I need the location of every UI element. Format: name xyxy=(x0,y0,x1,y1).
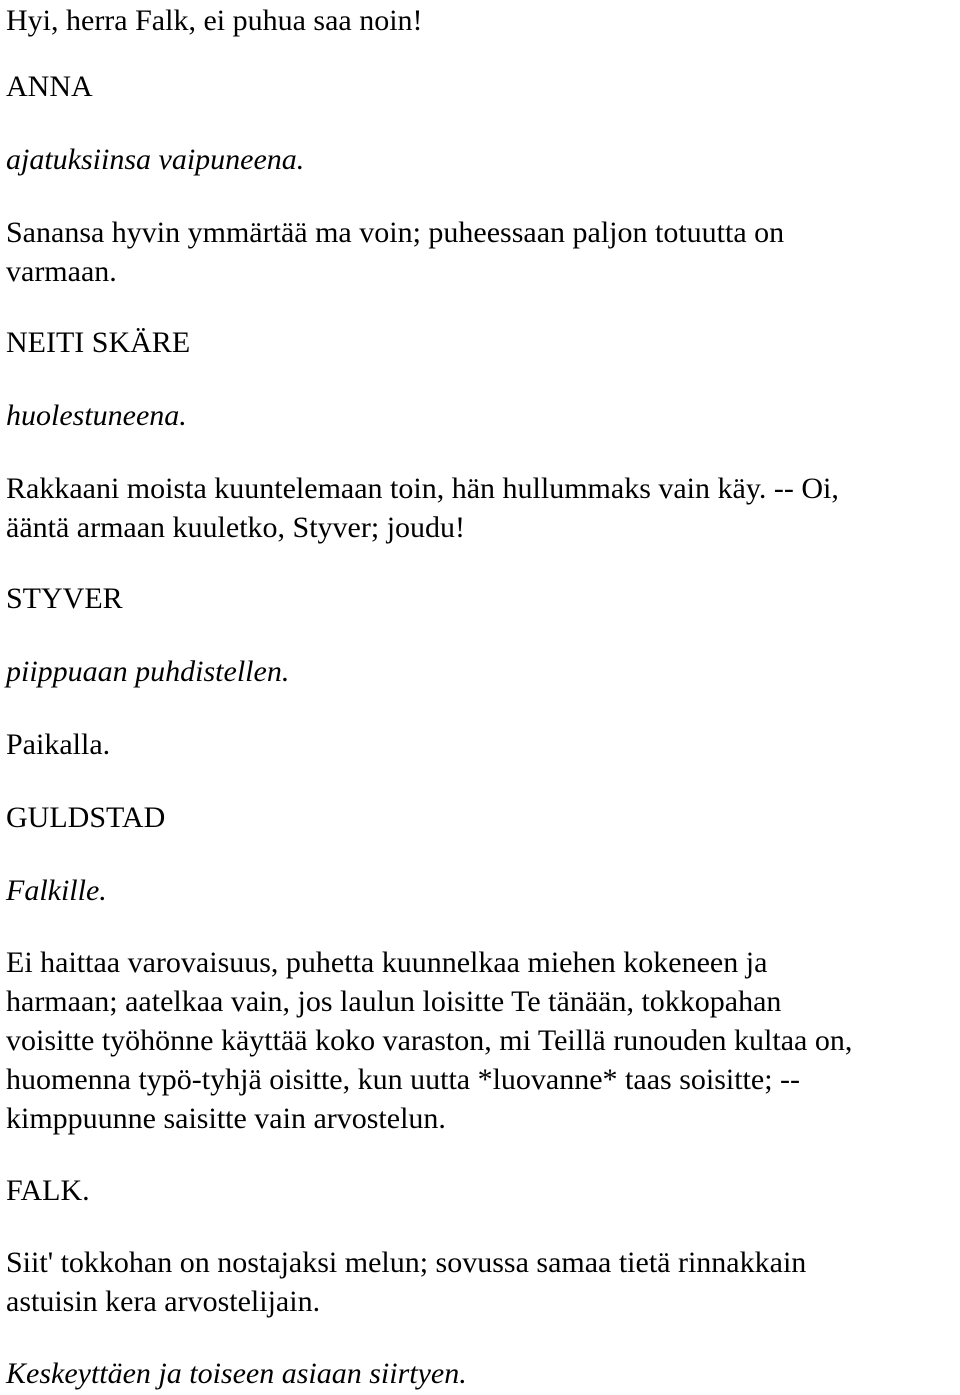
speech-line: Hyi, herra Falk, ei puhua saa noin! xyxy=(6,4,423,37)
speech-line: Rakkaani moista kuuntelemaan toin, hän hullummaks vain käy. -- Oi, ääntä armaan kuuletko, Styver; joudu! xyxy=(6,472,839,544)
stage-direction: Falkille. xyxy=(6,874,107,907)
speaker-name: ANNA xyxy=(6,70,93,103)
speaker-name: NEITI SKÄRE xyxy=(6,326,191,359)
speaker-name: FALK. xyxy=(6,1174,90,1207)
speech-line: Siit' tokkohan on nostajaksi melun; sovussa samaa tietä rinnakkain astuisin kera arvostelijain. xyxy=(6,1246,807,1318)
stage-direction: ajatuksiinsa vaipuneena. xyxy=(6,143,305,176)
speech-line: Paikalla. xyxy=(6,728,111,761)
stage-direction: piippuaan puhdistellen. xyxy=(6,655,290,688)
speaker-name: STYVER xyxy=(6,582,123,615)
stage-direction: Keskeyttäen ja toiseen asiaan siirtyen. xyxy=(6,1357,467,1390)
speech-line: Sanansa hyvin ymmärtää ma voin; puheessaan paljon totuutta on varmaan. xyxy=(6,216,785,288)
speech-line: Ei haittaa varovaisuus, puhetta kuunnelkaa miehen kokeneen ja harmaan; aatelkaa vain, jos laulun loisitte Te tänään, tokkopahan voisitte työhönne käyttää koko varaston, mi Teillä runouden kultaa on, huomenna typö-tyhjä oisitte, kun uutta *luovanne* taas soisitte; -- kimppuunne saisitte vain arvostelun. xyxy=(6,946,853,1135)
stage-direction: huolestuneena. xyxy=(6,399,187,432)
speaker-name: GULDSTAD xyxy=(6,801,166,834)
